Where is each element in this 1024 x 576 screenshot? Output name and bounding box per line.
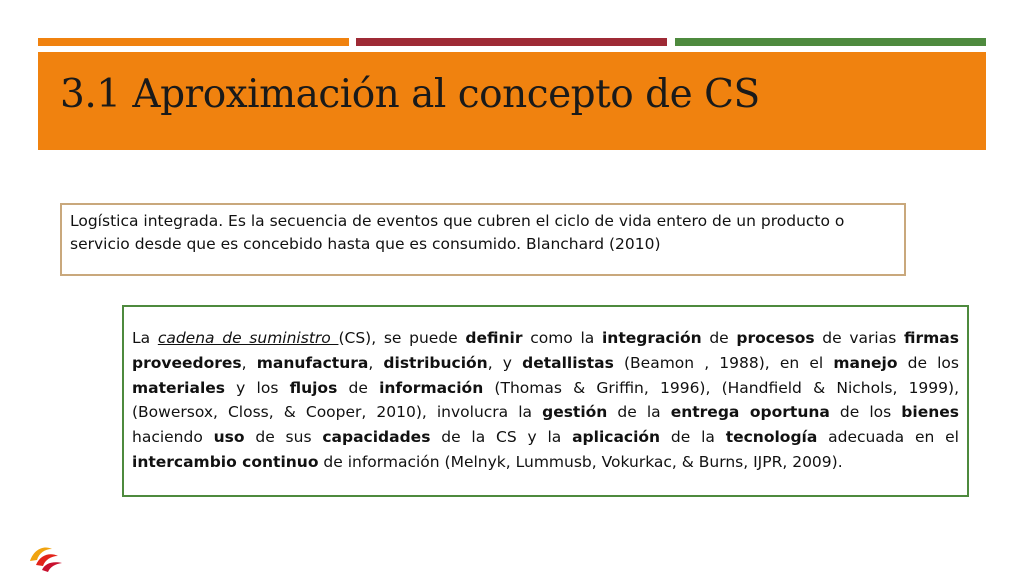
text-run: haciendo [132, 428, 214, 447]
accent-bar-green [675, 38, 986, 46]
text-run: (Thomas & Griffin, 1996), (Handfield & Nichols, 1999), (Bowersox, Closs, & Cooper, 2010), involucra la [132, 378, 959, 422]
bold-term: aplicación [572, 428, 661, 447]
bold-term: intercambio continuo [132, 452, 319, 471]
definition-box-supply-chain [122, 305, 969, 497]
text-run: , [368, 353, 384, 372]
accent-bar-orange [38, 38, 349, 46]
text-run: y los [225, 378, 290, 397]
bold-term: materiales [132, 378, 225, 397]
text-run: La [132, 329, 158, 347]
text-run: de varias [814, 329, 904, 347]
bold-term: flujos [289, 378, 338, 397]
text-run: de los [829, 403, 902, 422]
bold-term: bienes [901, 403, 959, 422]
text-run: de la CS y la [430, 428, 573, 447]
bold-term: uso [213, 428, 245, 447]
text-run: (CS), se puede [338, 329, 466, 347]
bold-term: procesos [736, 329, 815, 347]
flame-logo-icon [28, 543, 64, 573]
text-run: (Beamon , 1988), en el [613, 353, 834, 372]
text-run: de [337, 378, 380, 397]
text-run: adecuada en el [817, 428, 959, 447]
text-run: de los [897, 353, 959, 372]
text-run: de sus [244, 428, 323, 447]
bold-term: entrega oportuna [670, 403, 830, 422]
text-run: de información (Melnyk, Lummusb, Vokurkac, & Burns, IJPR, 2009). [318, 452, 843, 471]
bold-term: distribución [383, 353, 488, 372]
slide-title: 3.1 Aproximación al concepto de CS [60, 72, 760, 117]
definition-text-supply-chain [132, 326, 959, 475]
bold-term: manejo [833, 353, 898, 372]
text-run: como la [522, 329, 602, 347]
definition-box-logistics [60, 203, 906, 276]
bold-term: capacidades [322, 428, 431, 447]
bold-term: manufactura [256, 353, 369, 372]
text-run: , y [487, 353, 523, 372]
bold-term: firmas proveedores [132, 329, 959, 372]
underlined-term: cadena de suministro [157, 329, 339, 347]
bold-term: gestión [542, 403, 608, 422]
text-run: de la [607, 403, 671, 422]
bold-term: detallistas [522, 353, 614, 372]
bold-term: tecnología [725, 428, 818, 447]
text-run: de [701, 329, 737, 347]
text-run: , [241, 353, 257, 372]
bold-term: definir [465, 329, 523, 347]
definition-text-logistics: Logística integrada. Es la secuencia de eventos que cubren el ciclo de vida entero de un producto o servicio desde que es concebido hasta que es consumido. Blanchard (2010) [70, 212, 845, 253]
bold-term: información [379, 378, 484, 397]
text-run: de la [660, 428, 726, 447]
accent-bar-red [356, 38, 667, 46]
bold-term: integración [601, 329, 702, 347]
title-band [38, 52, 986, 150]
